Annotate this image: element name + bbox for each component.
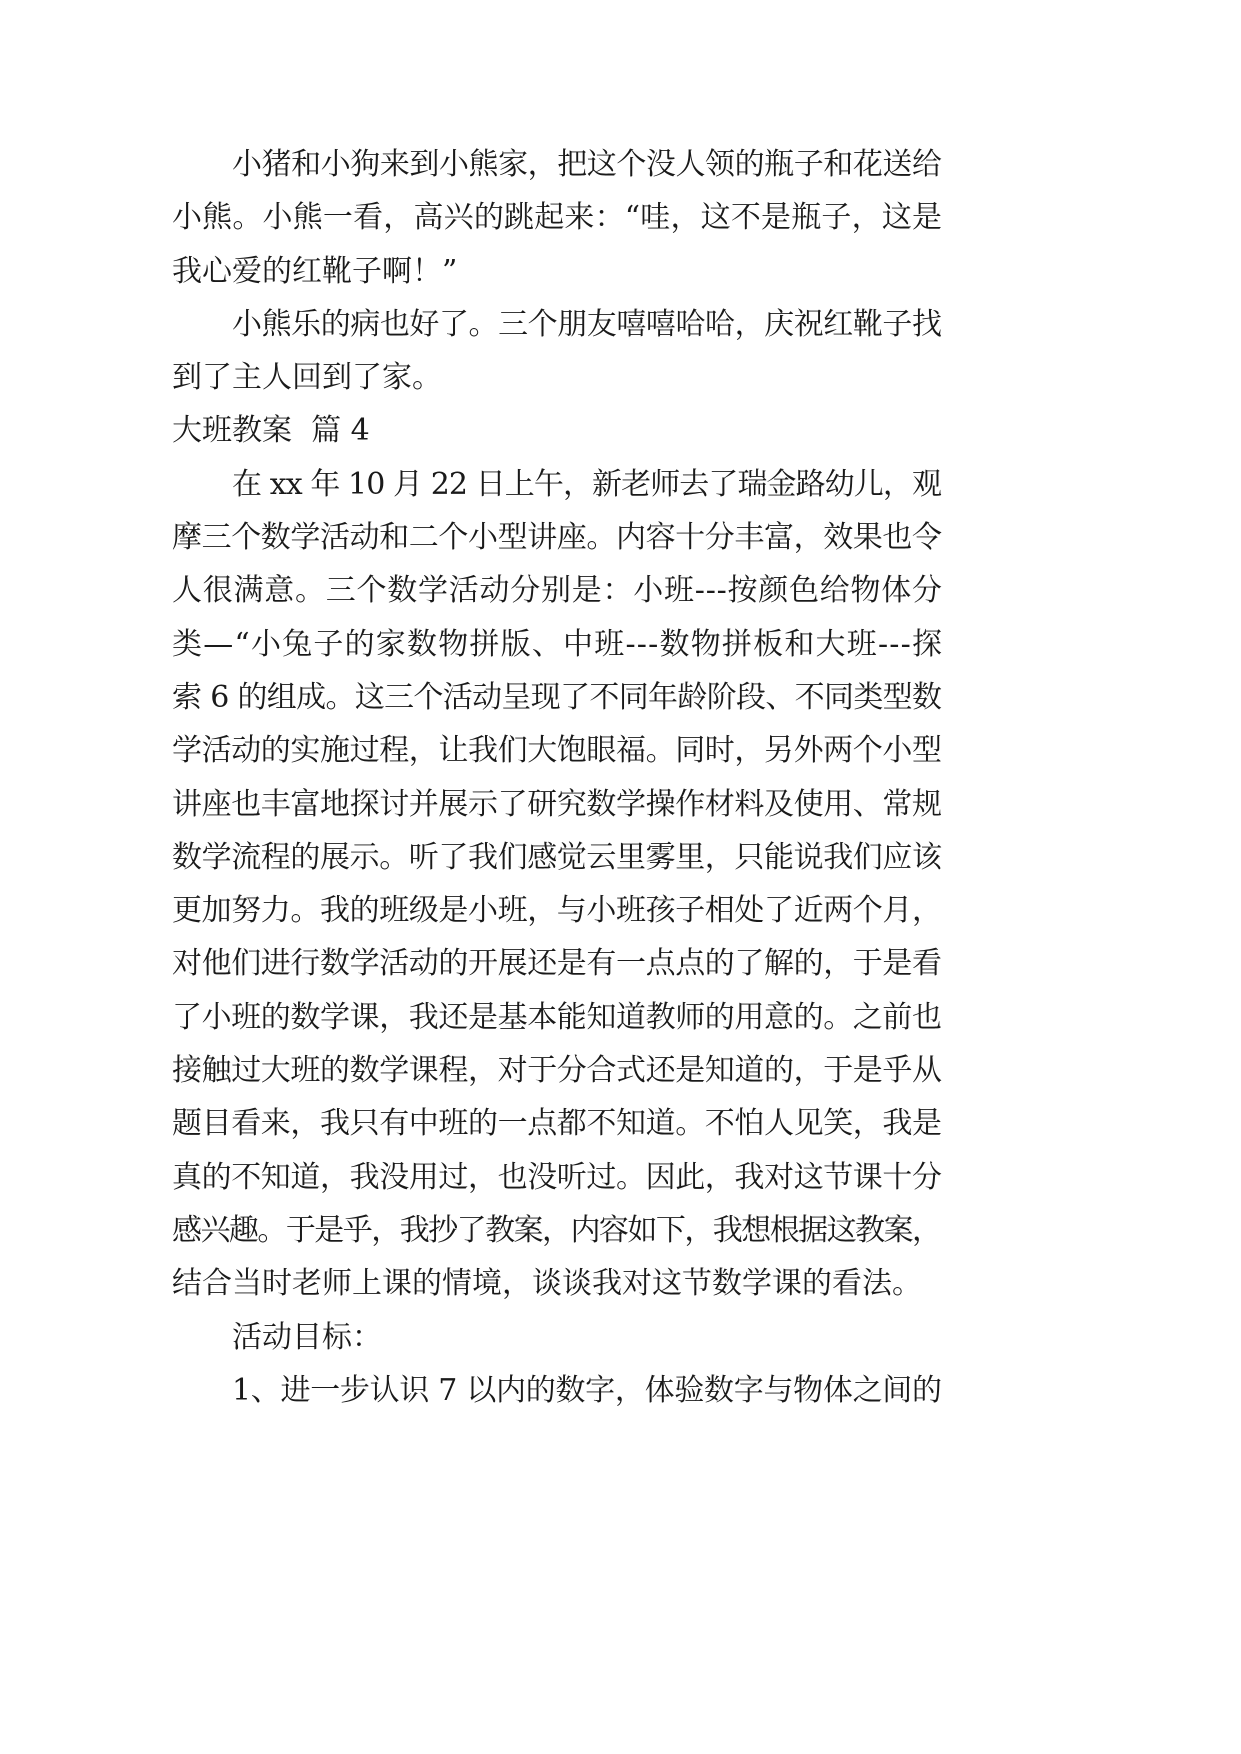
text-line: 了小班的数学课，我还是基本能知道教师的用意的。之前也 [172, 999, 942, 1035]
text-line: 题目看来，我只有中班的一点都不知道。不怕人见笑，我是 [172, 1106, 942, 1142]
section-heading: 大班教案 篇 4 [172, 413, 370, 449]
text-line: 数学流程的展示。听了我们感觉云里雾里，只能说我们应该 [172, 839, 942, 875]
text-line: 小熊乐的病也好了。三个朋友嘻嘻哈哈，庆祝红靴子找 [232, 306, 942, 342]
text-line: 索 6 的组成。这三个活动呈现了不同年龄阶段、不同类型数 [172, 679, 942, 715]
objective-item-1 [172, 1364, 942, 1417]
text-line: 接触过大班的数学课程，对于分合式还是知道的，于是乎从 [172, 1053, 942, 1089]
text-line: 到了主人回到了家。 [172, 360, 442, 396]
text-line: 小熊。小熊一看，高兴的跳起来：“哇，这不是瓶子，这是 [172, 200, 943, 236]
intro-paragraph [172, 458, 942, 1311]
text-line: 我心爱的红靴子啊！” [172, 253, 458, 289]
text-line: 摩三个数学活动和二个小型讲座。内容十分丰富，效果也令 [172, 520, 942, 556]
document-body [172, 138, 942, 1417]
text-line: 1、进一步认识 7 以内的数字，体验数字与物体之间的 [232, 1372, 942, 1408]
text-line: 真的不知道，我没用过，也没听过。因此，我对这节课十分 [172, 1159, 942, 1195]
text-line: 讲座也丰富地探讨并展示了研究数学操作材料及使用、常规 [172, 786, 942, 822]
text-line: 学活动的实施过程，让我们大饱眼福。同时，另外两个小型 [172, 733, 942, 769]
text-line: 在 xx 年 10 月 22 日上午，新老师去了瑞金路幼儿，观 [232, 466, 942, 502]
text-line: 人很满意。三个数学活动分别是：小班---按颜色给物体分 [172, 573, 943, 609]
text-line: 小猪和小狗来到小熊家，把这个没人领的瓶子和花送给 [232, 147, 942, 182]
text-line: 感兴趣。于是乎，我抄了教案，内容如下，我想根据这教案， [172, 1212, 941, 1248]
text-line: 更加努力。我的班级是小班，与小班孩子相处了近两个月， [172, 893, 942, 929]
objectives-heading: 活动目标： [232, 1319, 382, 1355]
text-line: 对他们进行数学活动的开展还是有一点点的了解的，于是看 [172, 946, 942, 982]
story-paragraph-1 [172, 138, 942, 298]
story-paragraph-2 [172, 298, 942, 405]
text-line: 结合当时老师上课的情境，谈谈我对这节数学课的看法。 [172, 1266, 922, 1302]
text-line: 类—“小兔子的家数物拼版、中班---数物拼板和大班---探 [172, 626, 944, 662]
